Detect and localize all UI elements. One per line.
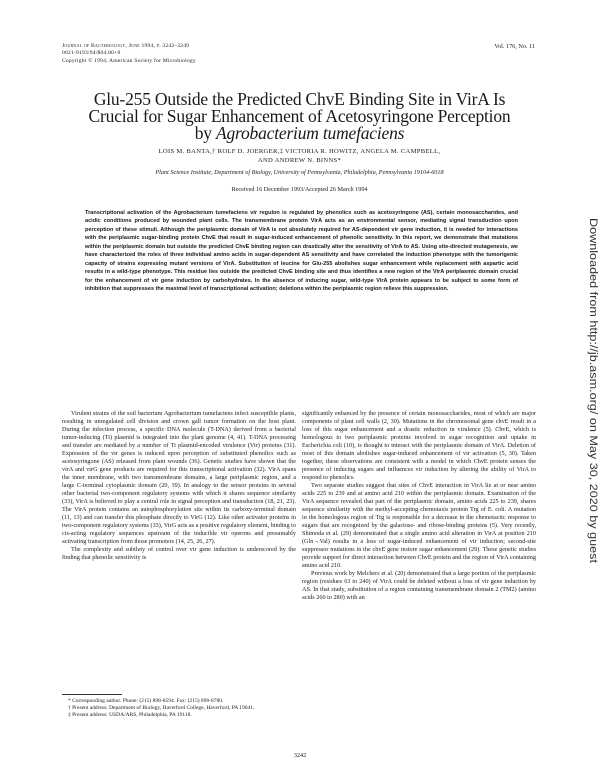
body-paragraph: Two separate studies suggest that sites of ChvE interaction in VirA lie at or near amino acids 225 to 239 and at amino acid 210 within the periplasmic domain. Examination of the VirA sequence revealed that part of the periplasmic domain, amino acids 225 to 239, shares sequence similarity with the methyl-accepting chemotaxis protein Trg of E. coli. A mutation in the homologous region of Trg is responsible for a decrease in the chemotactic response to sugars that are recognized by the galactose- and ribose-binding proteins (5). Very recently, Shimoda et al. (29) demonstrated that a single amino acid alteration in VirA at position 210 (Gln→Val) results in a loss of sugar-induced enhancement of vir induction; second-site suppressor mutations in the chvE gene restore sugar enhancement (29). These genetic studies provide support for direct interaction between ChvE protein and the region of VirA containing amino acid 210. (302, 481, 536, 569)
body-column-right (302, 410, 536, 602)
title-line-2: Crucial for Sugar Enhancement of Acetosyringone Perception (88, 106, 511, 126)
article-title (62, 91, 537, 142)
footnote-corresponding: * Corresponding author. Phone: (215) 898-8594. Fax: (215) 898-8780. (68, 698, 224, 704)
download-watermark-svg (576, 218, 599, 563)
affiliation: Plant Science Institute, Department of Biology, University of Pennsylvania, Philadelphia, Pennsylvania 19104-6018 (155, 169, 444, 176)
author-list (62, 148, 537, 165)
title-line-1: Glu-255 Outside the Predicted ChvE Binding Site in VirA Is (93, 89, 506, 109)
title-line-3 (62, 125, 537, 142)
issn-code: 0021-9193/94/$04.00+0 (62, 50, 121, 57)
volume-number: Vol. 176, No. 11 (494, 43, 535, 50)
download-watermark (576, 218, 599, 563)
download-watermark-text: Downloaded from http://jb.asm.org/ on May 30, 2020 by guest (587, 218, 599, 524)
body-paragraph: The complexity and subtlety of control over vir gene induction is underscored by the finding that phenolic sensitivity is (62, 545, 296, 561)
body-paragraph: Virulent strains of the soil bacterium Agrobacterium tumefaciens infect susceptible plants, resulting in unregulated cell division and crown gall tumor formation on the host plant. During the infection process, a specific DNA molecule (T-DNA) derived from a bacterial tumor-inducing (Ti) plasmid is integrated into the plant genome (4, 41). T-DNA processing and transfer are mediated by a number of Ti plasmid-encoded virulence (Vir) proteins (31). Expression of the vir genes is induced upon perception of substituted phenolics such as acetosyringone (AS) released from plant wounds (36). Genetic studies have shown that the virA and virG gene products are required for this transcriptional activation (32). VirA spans the inner membrane, with two transmembrane domains, a large periplasmic region, and a large C-terminal cytoplasmic domain (20, 39). In analogy to the sensor proteins in several other bacterial two-component regulatory systems with which it shares sequence similarity (33), VirA is believed to play a central role in signal perception and transduction (18, 21, 23). The VirA protein contains an autophosphorylation site within its carboxy-terminal domain (11, 13) and can transfer this phosphate directly to VirG (12). Like other activator proteins in two-component regulatory systems (33), VirG acts as a positive regulatory element, binding to cis-acting regulatory sequences upstream of the inducible vir operons and presumably activating transcription from those promoters (14, 25, 26, 27). (62, 410, 296, 545)
title-organism: Agrobacterium tumefaciens (216, 123, 405, 143)
abstract: Transcriptional activation of the Agrobacterium tumefaciens vir regulon is regulated by phenolics such as acetosyringone (AS), certain monosaccharides, and acidic conditions produced by wounded plant cells. The transmembrane protein VirA acts as an environmental sensor, mediating signal transduction upon perception of these stimuli. Although the periplasmic domain of VirA is not absolutely required for AS-dependent vir gene induction, it is needed for interactions with the periplasmic sugar-binding protein ChvE that result in sugar-induced enhancement of phenolic sensitivity. In this report, we demonstrate that mutations within the periplasmic domain but outside the predicted ChvE binding region can drastically alter the sensitivity of VirA to AS. Using site-directed mutagenesis, we have characterized the roles of three individual amino acids in sugar-dependent AS sensitivity and have correlated the induction phenotype with the tumorigenic capacity of strains expressing mutant versions of VirA. Substitution of leucine for Glu-255 abolishes sugar enhancement while replacement with aspartic acid results in a wild-type phenotype. This residue lies outside the predicted ChvE binding site and thus identifies a new region of the VirA periplasmic domain crucial for the enhancement of vir gene induction by carbohydrates. In the absence of inducing sugar, wild-type VirA protein appears to be subject to some form of inhibition that suppresses the maximal level of transcriptional activation; deletions within the periplasmic region relieve this suppression. (85, 210, 518, 293)
body-paragraph: Previous work by Melchers et al. (20) demonstrated that a large portion of the periplasmic region (residues 63 to 240) of VirA could be deleted without a loss of vir gene induction by AS. In that study, substitution of a region containing transmembrane domain 2 (TM2) (amino acids 260 to 280) with an (302, 569, 536, 601)
body-column-left (62, 410, 296, 562)
received-dates: Received 16 December 1993/Accepted 26 March 1994 (231, 186, 368, 193)
journal-header (62, 43, 362, 65)
footnote-present-address-1: † Present address: Department of Biology, Haverford College, Haverford, PA 19041. (68, 705, 255, 711)
body-paragraph: significantly enhanced by the presence of certain monosaccharides, most of which are major components of plant cell walls (2, 30). Mutations in the chromosomal gene chvE result in a loss of this sugar enhancement and a drastic reduction in virulence (5). ChvE, which is homologous to two periplasmic proteins involved in sugar recognition and uptake in Escherichia coli (10), is thought to interact with the periplasmic domain of VirA. Deletion of most of this domain abolishes sugar-induced enhancement of vir activation (5, 30). Taken together, these observations are consistent with a model in which ChvE protein senses the presence of inducing sugars and influences vir induction by altering the ability of VirA to respond to phenolics. (302, 410, 536, 481)
footnote-present-address-2: ‡ Present address: USDA/ARS, Philadelphia, PA 19118. (68, 712, 192, 718)
journal-citation: Journal of Bacteriology, June 1994, p. 3242–3249 (62, 43, 190, 49)
title-line-3-prefix: by (194, 123, 212, 143)
copyright-notice: Copyright © 1994, American Society for Microbiology (62, 57, 196, 64)
author-line-1: LOIS M. BANTA,† ROLF D. JOERGER,‡ VICTORIA R. HOWITZ, ANGELA M. CAMPBELL, (158, 148, 441, 155)
author-line-2: AND ANDREW N. BINNS* (257, 156, 342, 164)
footnotes (62, 698, 296, 719)
footnote-divider (62, 694, 122, 695)
page-number: 3242 (293, 752, 307, 759)
